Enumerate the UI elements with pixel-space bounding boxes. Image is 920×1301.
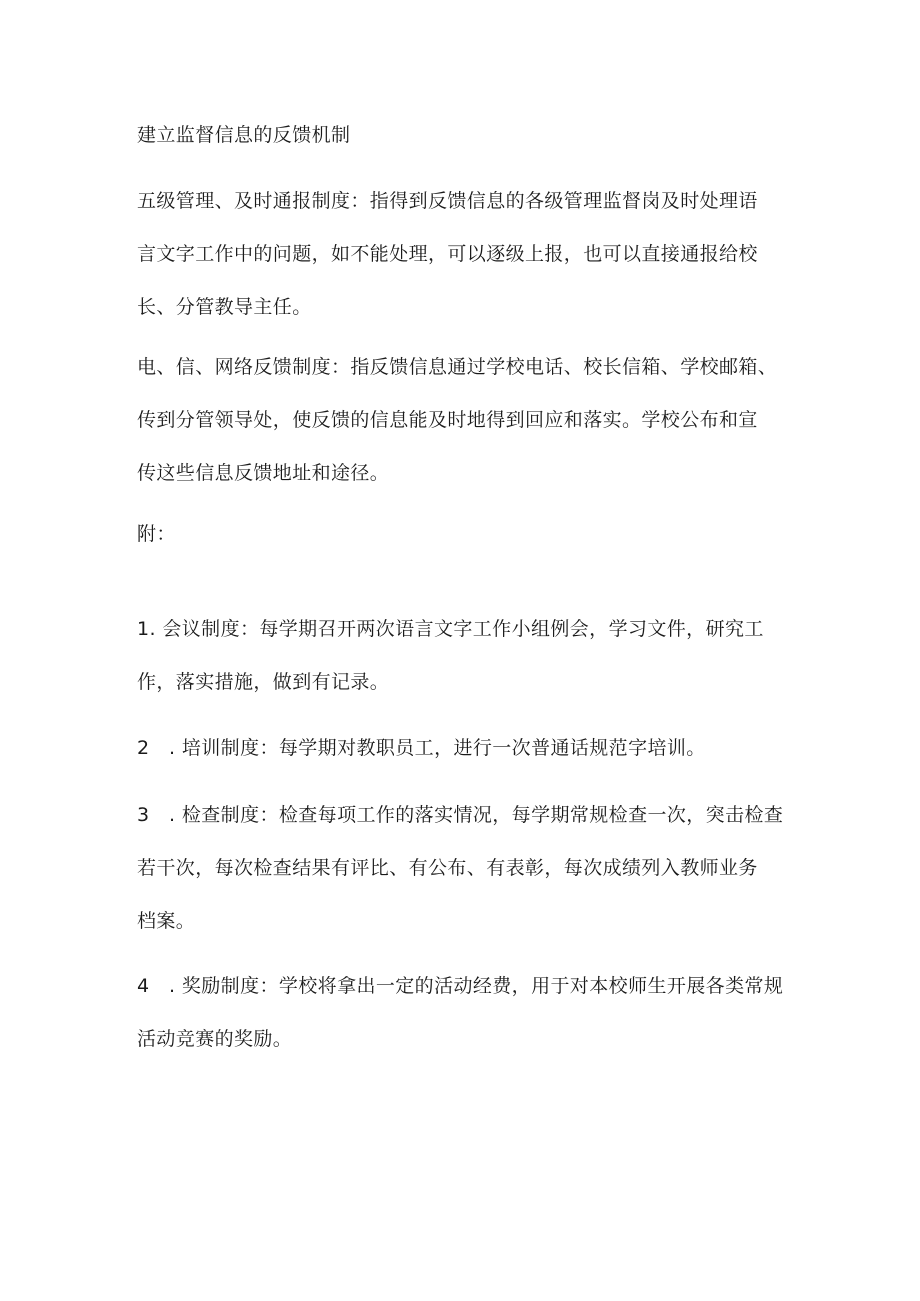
- heading-text: 建立监督信息的反馈机制: [137, 124, 351, 146]
- list-item-training-system: [137, 722, 817, 775]
- list-item-line: 活动竞赛的奖励。: [137, 1028, 293, 1050]
- list-item-number: 3: [137, 804, 150, 826]
- paragraph-line: 电、信、网络反馈制度：指反馈信息通过学校电话、校长信箱、学校邮箱、: [137, 356, 778, 378]
- list-item-meeting-system: [137, 603, 817, 709]
- paragraph-line: 五级管理、及时通报制度：指得到反馈信息的各级管理监督岗及时处理语: [137, 190, 758, 212]
- paragraph-line: 传到分管领导处，使反馈的信息能及时地得到回应和落实。学校公布和宣: [137, 409, 758, 431]
- paragraph-line: 长、分管教导主任。: [137, 296, 312, 318]
- list-item-text: . 检查制度：检查每项工作的落实情况，每学期常规检查一次，突击检查: [169, 804, 784, 826]
- list-item-line: 若干次，每次检查结果有评比、有公布、有表彰，每次成绩列入教师业务: [137, 857, 758, 879]
- list-item-text: . 培训制度：每学期对教职员工，进行一次普通话规范字培训。: [169, 737, 706, 759]
- paragraph-five-level-management: [137, 175, 817, 334]
- list-item-text: . 奖励制度：学校将拿出一定的活动经费，用于对本校师生开展各类常规: [169, 975, 784, 997]
- appendix-label: [137, 508, 817, 561]
- paragraph-line: 传这些信息反馈地址和途径。: [137, 462, 390, 484]
- document-heading: [137, 109, 817, 162]
- list-item-line: [137, 960, 817, 1013]
- appendix-label-text: 附：: [137, 523, 176, 545]
- paragraph-network-feedback: [137, 341, 817, 500]
- list-item-line: 档案。: [137, 910, 196, 932]
- list-item-reward-system: [137, 960, 817, 1066]
- list-item-line: 作，落实措施，做到有记录。: [137, 671, 390, 693]
- paragraph-line: 言文字工作中的问题，如不能处理，可以逐级上报，也可以直接通报给校: [137, 243, 758, 265]
- list-item-line: [137, 722, 817, 775]
- list-item-number: 4: [137, 975, 150, 997]
- list-item-inspection-system: [137, 789, 817, 948]
- list-item-line: [137, 789, 817, 842]
- list-item-line: 1. 会议制度：每学期召开两次语言文字工作小组例会，学习文件，研究工: [137, 618, 764, 640]
- list-item-number: 2: [137, 737, 150, 759]
